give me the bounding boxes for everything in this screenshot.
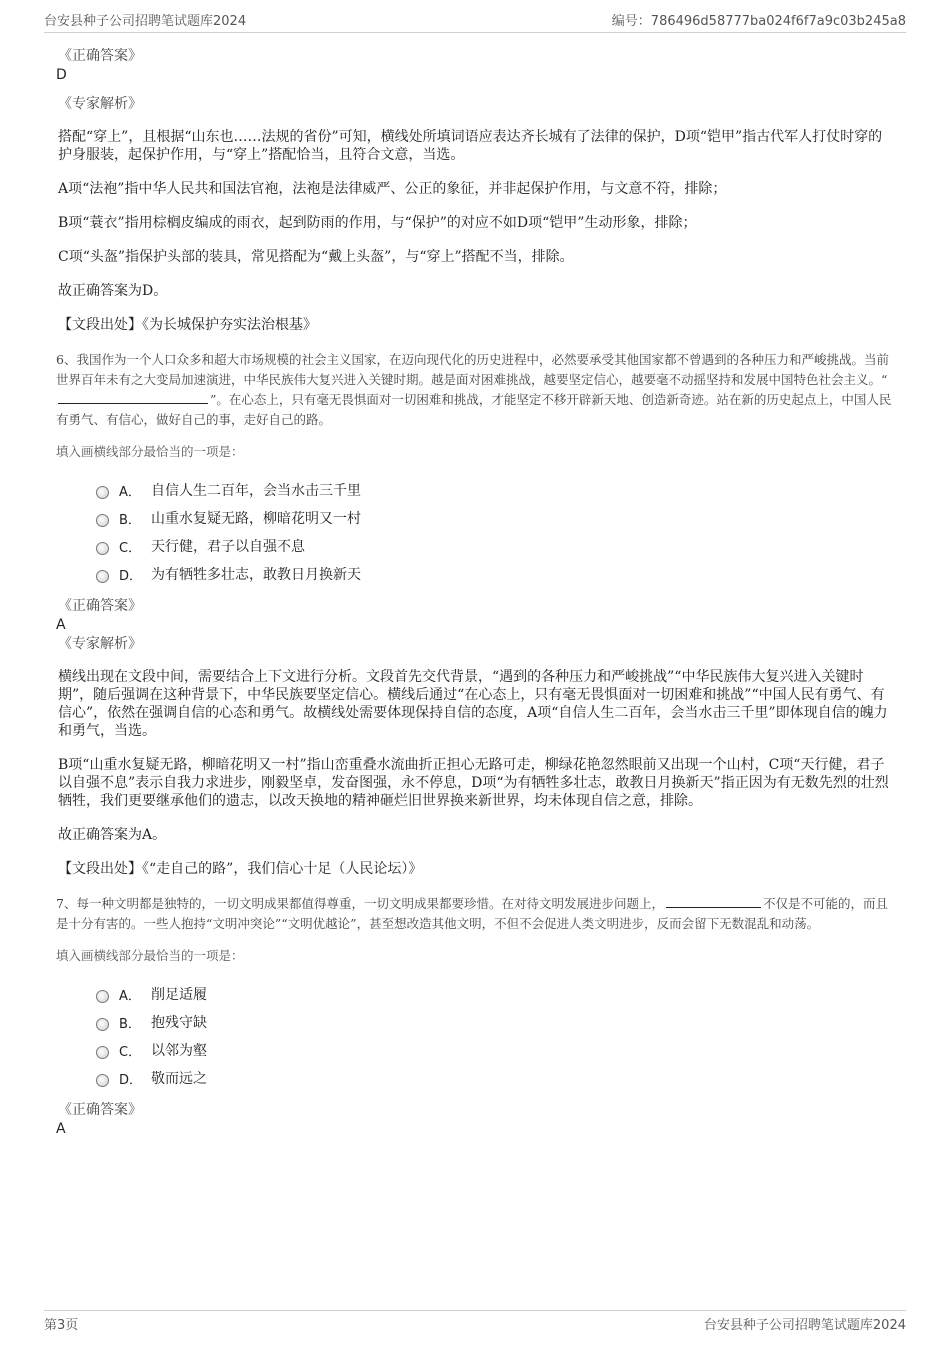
option-text: 削足适履 — [151, 987, 207, 1003]
page-content — [56, 46, 896, 1148]
question-7-stem — [56, 894, 896, 934]
answer-blank — [58, 391, 208, 404]
option-list — [96, 476, 896, 588]
conclusion: 故正确答案为A。 — [58, 827, 167, 843]
option-d[interactable] — [96, 1064, 896, 1092]
analysis-paragraph: A项“法袍”指中华人民共和国法官袍，法袍是法律威严、公正的象征，并非起保护作用，与文意不符，排除； — [58, 181, 727, 197]
radio-icon[interactable] — [96, 570, 109, 583]
analysis-paragraph: 横线出现在文段中间，需要结合上下文进行分析。文段首先交代背景，“遇到的各种压力和严峻挑战”“中华民族伟大复兴进入关键时期”，随后强调在这种背景下，中华民族要坚定信心。横线后通过“在心态上，只有毫无畏惧面对一切困难和挑战”“中国人民有勇气、有信心”，依然在强调自信的心态和勇气。故横线处需要体现保持自信的态度，A项“自信人生二百年，会当水击三千里”即体现自信的魄力和勇气，当选。 — [58, 669, 888, 739]
question-6-stem — [56, 350, 896, 430]
option-text: 抱残守缺 — [151, 1015, 207, 1031]
stem-text: 7、每一种文明都是独特的，一切文明成果都值得尊重，一切文明成果都要珍惜。在对待文明发展进步问题上， — [56, 896, 664, 911]
stem-text: 6、我国作为一个人口众多和超大市场规模的社会主义国家，在迈向现代化的历史进程中，必然要承受其他国家都不曾遇到的各种压力和严峻挑战。当前世界百年未有之大变局加速演进，中华民族伟大复兴进入关键时期。越是面对困难挑战，越要坚定信心，越要毫不动摇坚持和发展中国特色社会主义。“ — [56, 352, 889, 387]
answer-blank — [666, 895, 761, 908]
option-letter: D． — [119, 568, 143, 584]
radio-icon[interactable] — [96, 1046, 109, 1059]
footer-title: 台安县种子公司招聘笔试题库2024 — [703, 1317, 906, 1333]
option-text: 山重水复疑无路，柳暗花明又一村 — [151, 511, 361, 527]
radio-icon[interactable] — [96, 486, 109, 499]
option-letter: C． — [119, 540, 142, 556]
option-b[interactable] — [96, 1008, 896, 1036]
question-prompt: 填入画横线部分最恰当的一项是： — [56, 444, 244, 459]
option-c[interactable] — [96, 1036, 896, 1064]
source-citation: 【文段出处】《“走自己的路”，我们信心十足（人民论坛）》 — [58, 861, 423, 877]
option-c[interactable] — [96, 532, 896, 560]
radio-icon[interactable] — [96, 990, 109, 1003]
radio-icon[interactable] — [96, 514, 109, 527]
option-a[interactable] — [96, 980, 896, 1008]
option-text: 敬而远之 — [151, 1071, 207, 1087]
analysis-paragraph: B项“蓑衣”指用棕榈皮编成的雨衣，起到防雨的作用，与“保护”的对应不如D项“铠甲”生动形象，排除； — [58, 215, 697, 231]
answer-value: A — [56, 1121, 66, 1137]
correct-answer-label: 《正确答案》 — [58, 1102, 142, 1118]
analysis-paragraph: 搭配“穿上”，且根据“山东也……法规的省份”可知，横线处所填词语应表达齐长城有了法律的保护，D项“铠甲”指古代军人打仗时穿的护身服装，起保护作用，与“穿上”搭配恰当，且符合文意，当选。 — [58, 129, 883, 163]
option-letter: A． — [119, 484, 141, 500]
option-text: 天行健，君子以自强不息 — [151, 539, 305, 555]
question-prompt: 填入画横线部分最恰当的一项是： — [56, 948, 244, 963]
stem-text: 不仅是不可能的，而且是十分有害的。一些人抱持“文明冲突论”“文明优越论”，甚至想改造其他文明，不但不会促进人类文明进步，反而会留下无数混乱和动荡。 — [56, 896, 888, 931]
header-doc-id: 编号：786496d58777ba024f6f7a9c03b245a8 — [611, 14, 906, 29]
analysis-label: 《专家解析》 — [58, 96, 142, 112]
option-letter: B． — [119, 512, 141, 528]
correct-answer-label: 《正确答案》 — [58, 598, 142, 614]
option-letter: D． — [119, 1072, 143, 1088]
answer-value: D — [56, 67, 67, 83]
radio-icon[interactable] — [96, 542, 109, 555]
radio-icon[interactable] — [96, 1018, 109, 1031]
option-letter: C． — [119, 1044, 142, 1060]
source-citation: 【文段出处】《为长城保护夯实法治根基》 — [58, 317, 317, 333]
option-text: 以邻为壑 — [151, 1043, 207, 1059]
page-header — [44, 10, 906, 33]
page-number: 第3页 — [44, 1317, 79, 1333]
option-text: 为有牺牲多壮志，敢教日月换新天 — [151, 567, 361, 583]
radio-icon[interactable] — [96, 1074, 109, 1087]
option-text: 自信人生二百年，会当水击三千里 — [151, 483, 361, 499]
correct-answer-label: 《正确答案》 — [58, 48, 142, 64]
option-letter: B． — [119, 1016, 141, 1032]
conclusion: 故正确答案为D。 — [58, 283, 168, 299]
analysis-label: 《专家解析》 — [58, 636, 142, 652]
analysis-paragraph: C项“头盔”指保护头部的装具，常见搭配为“戴上头盔”，与“穿上”搭配不当，排除。 — [58, 249, 574, 265]
header-title: 台安县种子公司招聘笔试题库2024 — [44, 14, 247, 29]
option-letter: A． — [119, 988, 141, 1004]
option-d[interactable] — [96, 560, 896, 588]
page-footer — [44, 1310, 906, 1335]
answer-value: A — [56, 617, 66, 633]
option-list — [96, 980, 896, 1092]
option-a[interactable] — [96, 476, 896, 504]
option-b[interactable] — [96, 504, 896, 532]
analysis-paragraph: B项“山重水复疑无路，柳暗花明又一村”指山峦重叠水流曲折正担心无路可走，柳绿花艳忽然眼前又出现一个山村，C项“天行健，君子以自强不息”表示自我力求进步，刚毅坚卓，发奋图强，永不停息，D项“为有牺牲多壮志，敢教日月换新天”指正因为有无数先烈的壮烈牺牲，我们更要继承他们的遗志，以改天换地的精神砸烂旧世界换来新世界，均未体现自信之意，排除。 — [58, 757, 889, 809]
stem-text: ”。在心态上，只有毫无畏惧面对一切困难和挑战，才能坚定不移开辟新天地、创造新奇迹。站在新的历史起点上，中国人民有勇气、有信心，做好自己的事，走好自己的路。 — [56, 392, 892, 427]
